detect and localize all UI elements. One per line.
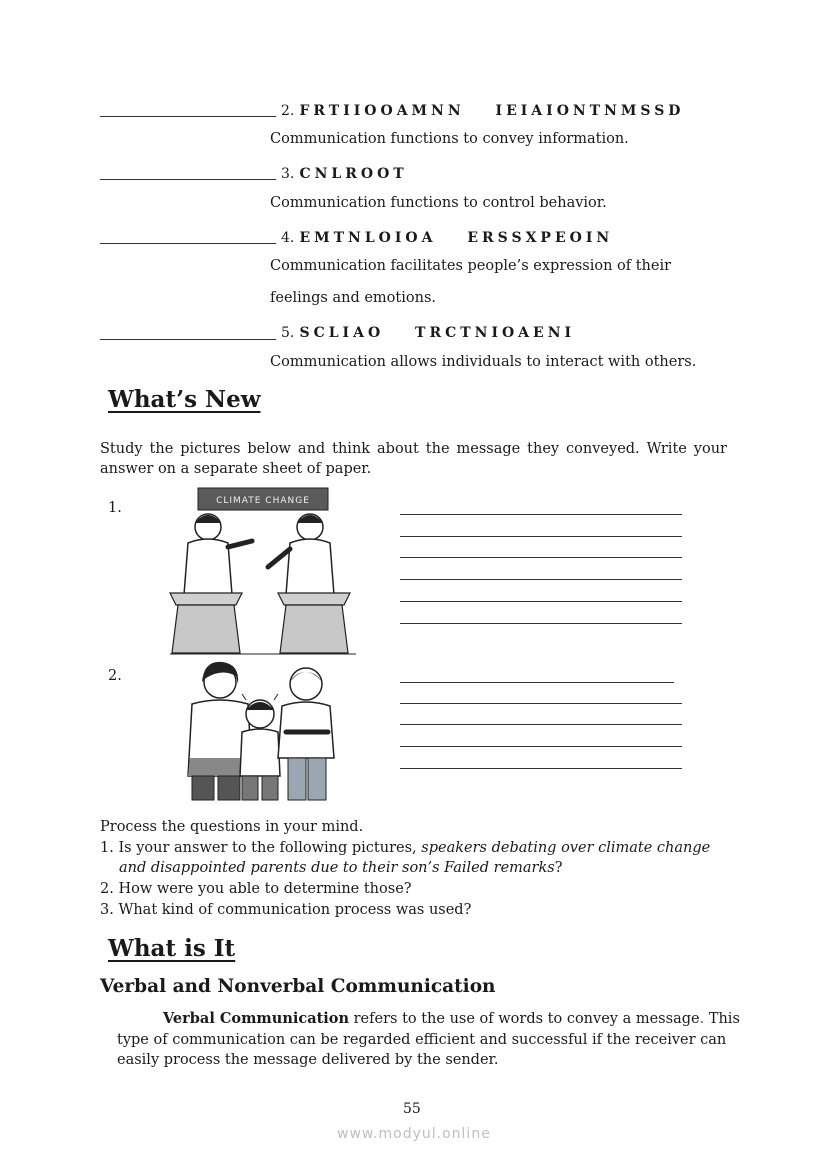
answer-blank[interactable] — [100, 178, 276, 180]
term: Verbal Communication — [163, 1010, 350, 1027]
item-description: Communication functions to control behavior. — [270, 195, 607, 211]
answer-line[interactable] — [400, 681, 674, 683]
scrambled-word: FRTIIOOAMNN IEIAIONTNMSSD — [299, 103, 685, 119]
process-intro: Process the questions in your mind. — [100, 819, 364, 835]
family-illustration — [178, 658, 350, 802]
item-number: 5. — [281, 325, 295, 341]
question-1-cont: and disappointed parents due to their son’s Failed remarks? — [119, 860, 563, 876]
picture-number: 2. — [108, 668, 122, 684]
answer-blank[interactable] — [100, 115, 276, 117]
item-description: Communication facilitates people’s expression of their — [270, 258, 672, 274]
answer-line[interactable] — [400, 535, 682, 537]
answer-line[interactable] — [400, 556, 682, 558]
question-2: 2. How were you able to determine those? — [100, 881, 412, 897]
picture-number: 1. — [108, 500, 122, 516]
item-number: 4. — [281, 230, 295, 246]
scrambled-word: CNLROOT — [299, 166, 408, 182]
item-description: Communication allows individuals to interact with others. — [270, 354, 697, 370]
item-number: 2. — [281, 103, 295, 119]
answer-line[interactable] — [400, 578, 682, 580]
debate-illustration — [160, 485, 360, 657]
answer-line[interactable] — [400, 513, 682, 515]
section-subheading: Verbal and Nonverbal Communication — [100, 976, 496, 997]
item-number: 3. — [281, 166, 295, 182]
answer-line[interactable] — [400, 702, 682, 704]
answer-blank[interactable] — [100, 338, 276, 340]
answer-blank[interactable] — [100, 242, 276, 244]
item-description: Communication functions to convey information. — [270, 131, 629, 147]
whats-new-heading: What’s New — [108, 386, 261, 413]
page-number: 55 — [403, 1101, 421, 1117]
definition-line-3: easily process the message delivered by the sender. — [117, 1052, 499, 1068]
climate-change-sign: CLIMATE CHANGE — [216, 496, 310, 506]
what-is-it-heading: What is It — [108, 935, 236, 962]
question-3: 3. What kind of communication process was used? — [100, 902, 472, 918]
answer-line[interactable] — [400, 600, 682, 602]
instructions-text: Study the pictures below and think about the message they conveyed. Write your answer on a separate sheet of paper. — [100, 441, 727, 477]
answer-line[interactable] — [400, 622, 682, 624]
scrambled-word: SCLIAO TRCTNIOAENI — [299, 325, 576, 341]
answer-line[interactable] — [400, 723, 682, 725]
item-description-cont: feelings and emotions. — [270, 290, 436, 306]
definition-line-2: type of communication can be regarded efficient and successful if the receiver can — [117, 1032, 727, 1048]
answer-line[interactable] — [400, 767, 682, 769]
watermark: www.modyul.online — [337, 1126, 491, 1142]
definition-line-1: Verbal Communication refers to the use of words to convey a message. This — [163, 1010, 740, 1027]
question-1: 1. Is your answer to the following pictures, speakers debating over climate change — [100, 840, 711, 856]
answer-line[interactable] — [400, 745, 682, 747]
scrambled-word: EMTNLOIOA ERSSXPEOIN — [299, 230, 614, 246]
